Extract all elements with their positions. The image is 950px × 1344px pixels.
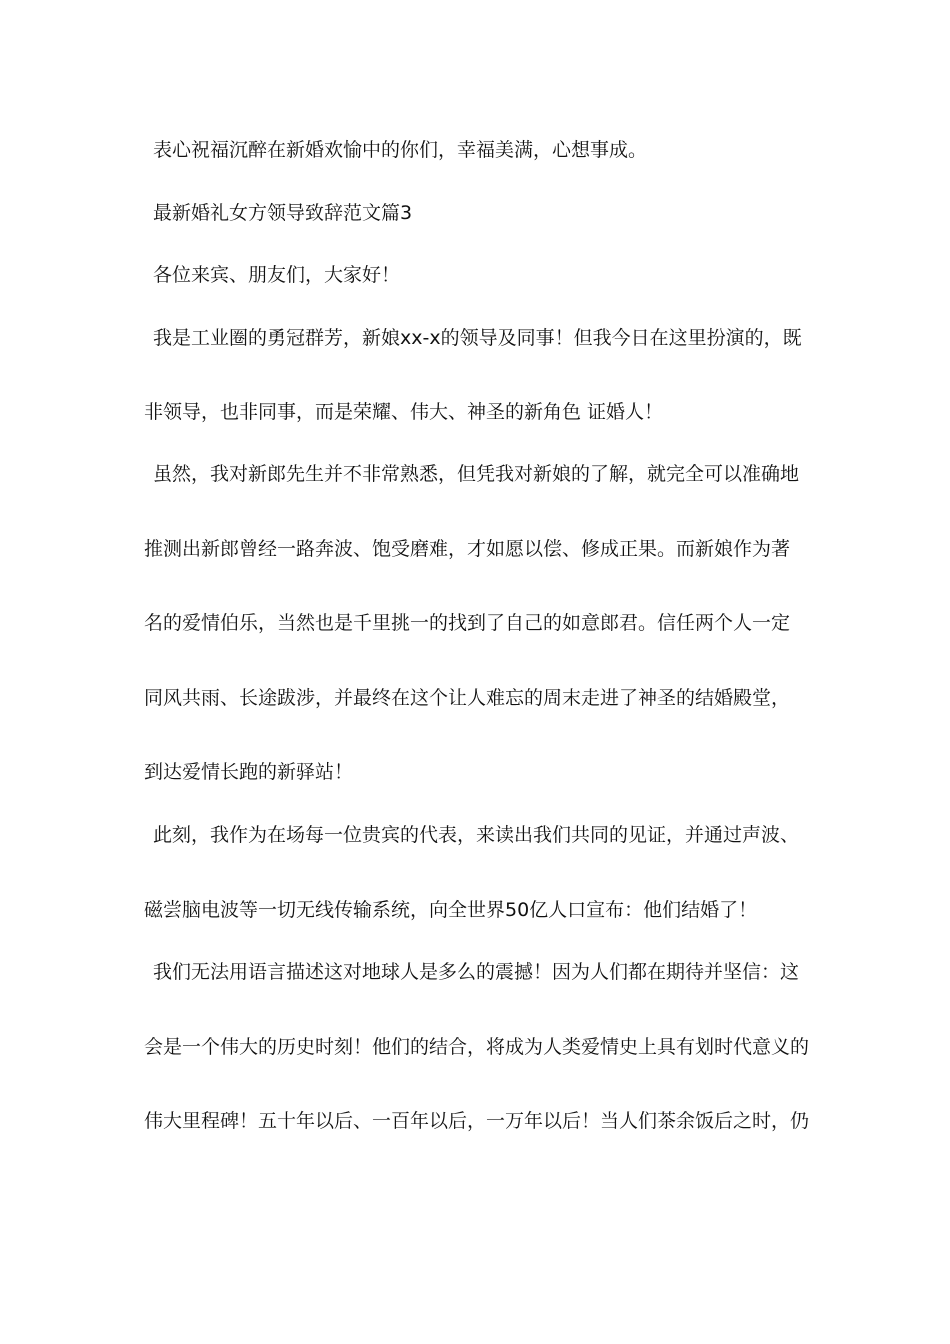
text-line: 到达爱情长跑的新驿站！ xyxy=(144,761,354,783)
text-line: 虽然，我对新郎先生并不非常熟悉，但凭我对新娘的了解，就完全可以准确地 xyxy=(153,463,800,485)
text-line: 此刻，我作为在场每一位贵宾的代表，来读出我们共同的见证，并通过声波、 xyxy=(153,824,800,846)
text-line: 我是工业圈的勇冠群芳，新娘xx-x的领导及同事！但我今日在这里扮演的，既 xyxy=(153,327,802,349)
text-line: 各位来宾、朋友们，大家好！ xyxy=(153,264,401,286)
text-line: 同风共雨、长途跋涉，并最终在这个让人难忘的周末走进了神圣的结婚殿堂， xyxy=(144,687,791,709)
text-line: 非领导，也非同事，而是荣耀、伟大、神圣的新角色 证婚人！ xyxy=(144,401,664,423)
text-line: 名的爱情伯乐，当然也是千里挑一的找到了自己的如意郎君。信任两个人一定 xyxy=(144,612,791,634)
text-line: 会是一个伟大的历史时刻！他们的结合，将成为人类爱情史上具有划时代意义的 xyxy=(144,1036,810,1058)
text-line: 磁尝脑电波等一切无线传输系统，向全世界50亿人口宣布：他们结婚了！ xyxy=(144,899,758,921)
text-line: 我们无法用语言描述这对地球人是多么的震撼！因为人们都在期待并坚信：这 xyxy=(153,961,800,983)
text-line: 表心祝福沉醉在新婚欢愉中的你们，幸福美满，心想事成。 xyxy=(153,139,648,161)
section-heading: 最新婚礼女方领导致辞范文篇3 xyxy=(153,202,413,224)
text-line: 推测出新郎曾经一路奔波、饱受磨难，才如愿以偿、修成正果。而新娘作为著 xyxy=(144,538,791,560)
text-line: 伟大里程碑！五十年以后、一百年以后，一万年以后！当人们茶余饭后之时，仍 xyxy=(144,1110,810,1132)
